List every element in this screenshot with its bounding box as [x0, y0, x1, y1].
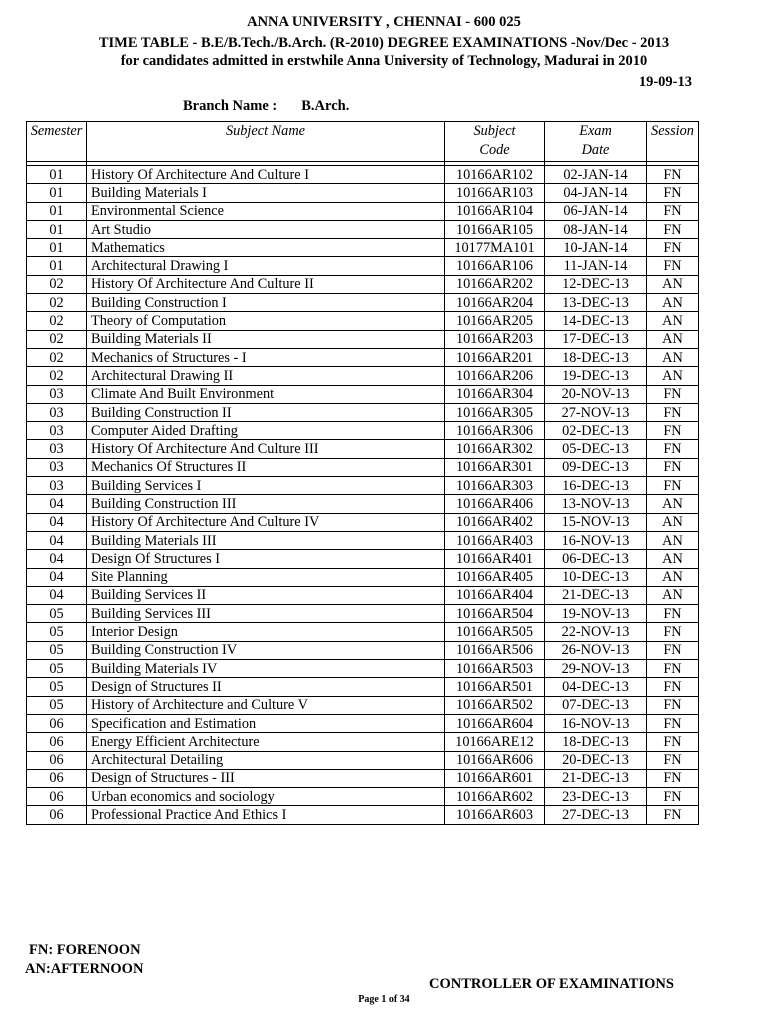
session-cell: AN — [647, 294, 699, 312]
session-cell: AN — [647, 495, 699, 513]
subject-name-cell: Building Construction III — [87, 495, 445, 513]
semester-cell: 06 — [27, 714, 87, 732]
subject-name-cell: History of Architecture and Culture V — [87, 696, 445, 714]
branch-value: B.Arch. — [301, 98, 350, 114]
subject-name-cell: Art Studio — [87, 220, 445, 238]
session-cell: FN — [647, 239, 699, 257]
session-cell: FN — [647, 257, 699, 275]
an-legend: AN:AFTERNOON — [25, 961, 144, 977]
table-row — [27, 257, 699, 275]
subject-name-cell: Environmental Science — [87, 202, 445, 220]
subject-code-cell: 10166AR102 — [445, 166, 545, 184]
session-cell: FN — [647, 733, 699, 751]
semester-cell: 03 — [27, 403, 87, 421]
table-row — [27, 714, 699, 732]
session-cell: FN — [647, 678, 699, 696]
table-row — [27, 477, 699, 495]
subject-code-cell: 10166AR104 — [445, 202, 545, 220]
session-cell: FN — [647, 403, 699, 421]
table-row — [27, 312, 699, 330]
session-cell: FN — [647, 660, 699, 678]
subject-name-cell: Design Of Structures I — [87, 550, 445, 568]
session-cell: FN — [647, 714, 699, 732]
semester-cell: 05 — [27, 678, 87, 696]
subject-name-cell: Building Materials III — [87, 531, 445, 549]
session-cell: FN — [647, 641, 699, 659]
table-row — [27, 495, 699, 513]
semester-cell: 03 — [27, 385, 87, 403]
semester-cell: 06 — [27, 769, 87, 787]
subject-code-cell: 10166AR601 — [445, 769, 545, 787]
session-cell: FN — [647, 458, 699, 476]
table-row — [27, 294, 699, 312]
semester-cell: 01 — [27, 166, 87, 184]
table-row — [27, 660, 699, 678]
subject-name-cell: History Of Architecture And Culture IV — [87, 513, 445, 531]
semester-cell: 02 — [27, 367, 87, 385]
exam-date-cell: 18-DEC-13 — [545, 348, 647, 366]
subject-code-cell: 10166AR106 — [445, 257, 545, 275]
session-cell: FN — [647, 696, 699, 714]
subject-code-cell: 10166AR501 — [445, 678, 545, 696]
exam-date-cell: 19-DEC-13 — [545, 367, 647, 385]
session-cell: AN — [647, 275, 699, 293]
table-row — [27, 330, 699, 348]
table-row — [27, 202, 699, 220]
semester-cell: 05 — [27, 605, 87, 623]
session-cell: FN — [647, 422, 699, 440]
controller-signature: CONTROLLER OF EXAMINATIONS — [429, 976, 674, 992]
exam-date-cell: 21-DEC-13 — [545, 769, 647, 787]
session-cell: FN — [647, 788, 699, 806]
subject-name-cell: Specification and Estimation — [87, 714, 445, 732]
table-row — [27, 220, 699, 238]
exam-date-cell: 22-NOV-13 — [545, 623, 647, 641]
semester-cell: 01 — [27, 184, 87, 202]
session-cell: AN — [647, 550, 699, 568]
semester-cell: 04 — [27, 568, 87, 586]
table-row — [27, 550, 699, 568]
subject-code-cell: 10166AR105 — [445, 220, 545, 238]
exam-date-cell: 04-JAN-14 — [545, 184, 647, 202]
table-row — [27, 605, 699, 623]
session-cell: AN — [647, 531, 699, 549]
table-row — [27, 239, 699, 257]
subject-code-cell: 10166AR603 — [445, 806, 545, 824]
table-row — [27, 166, 699, 184]
exam-date-cell: 27-NOV-13 — [545, 403, 647, 421]
semester-cell: 06 — [27, 733, 87, 751]
exam-date-cell: 14-DEC-13 — [545, 312, 647, 330]
subject-code-cell: 10166AR303 — [445, 477, 545, 495]
exam-date-cell: 16-NOV-13 — [545, 531, 647, 549]
session-cell: AN — [647, 513, 699, 531]
exam-date-cell: 06-DEC-13 — [545, 550, 647, 568]
exam-date-cell: 16-DEC-13 — [545, 477, 647, 495]
table-row — [27, 568, 699, 586]
session-cell: AN — [647, 367, 699, 385]
subject-code-cell: 10166AR203 — [445, 330, 545, 348]
exam-date-cell: 12-DEC-13 — [545, 275, 647, 293]
table-row — [27, 348, 699, 366]
exam-date-cell: 13-DEC-13 — [545, 294, 647, 312]
table-row — [27, 641, 699, 659]
table-row — [27, 769, 699, 787]
table-row — [27, 422, 699, 440]
subject-name-cell: Theory of Computation — [87, 312, 445, 330]
subject-name-cell: Architectural Drawing I — [87, 257, 445, 275]
session-cell: FN — [647, 769, 699, 787]
semester-cell: 06 — [27, 788, 87, 806]
subject-code-cell: 10177MA101 — [445, 239, 545, 257]
session-cell: AN — [647, 348, 699, 366]
table-row — [27, 751, 699, 769]
subject-code-cell: 10166AR505 — [445, 623, 545, 641]
exam-date-cell: 17-DEC-13 — [545, 330, 647, 348]
subject-name-cell: Architectural Drawing II — [87, 367, 445, 385]
table-row — [27, 385, 699, 403]
subject-code-cell: 10166AR204 — [445, 294, 545, 312]
exam-date-cell: 20-NOV-13 — [545, 385, 647, 403]
table-row — [27, 440, 699, 458]
subject-code-cell: 10166AR201 — [445, 348, 545, 366]
table-header-row — [27, 122, 699, 162]
subject-code-cell: 10166AR304 — [445, 385, 545, 403]
subject-code-cell: 10166AR604 — [445, 714, 545, 732]
subject-code-cell: 10166AR504 — [445, 605, 545, 623]
subject-name-cell: Site Planning — [87, 568, 445, 586]
semester-cell: 04 — [27, 586, 87, 604]
semester-cell: 01 — [27, 220, 87, 238]
semester-cell: 04 — [27, 495, 87, 513]
session-cell: FN — [647, 166, 699, 184]
timetable-subtitle: for candidates admitted in erstwhile Anna University of Technology, Madurai in 2010 — [120, 53, 648, 69]
exam-date-cell: 11-JAN-14 — [545, 257, 647, 275]
semester-cell: 03 — [27, 477, 87, 495]
session-cell: AN — [647, 312, 699, 330]
subject-code-cell: 10166AR503 — [445, 660, 545, 678]
subject-name-cell: Building Materials I — [87, 184, 445, 202]
session-cell: FN — [647, 220, 699, 238]
exam-date-cell: 26-NOV-13 — [545, 641, 647, 659]
exam-date-cell: 29-NOV-13 — [545, 660, 647, 678]
subject-name-cell: Architectural Detailing — [87, 751, 445, 769]
table-row — [27, 733, 699, 751]
session-cell: FN — [647, 605, 699, 623]
exam-date-cell: 20-DEC-13 — [545, 751, 647, 769]
subject-name-cell: Building Services I — [87, 477, 445, 495]
exam-date-cell: 09-DEC-13 — [545, 458, 647, 476]
column-header-subject-code: Subject Code — [445, 122, 545, 162]
subject-code-cell: 10166AR405 — [445, 568, 545, 586]
subject-name-cell: Energy Efficient Architecture — [87, 733, 445, 751]
subject-name-cell: Building Materials II — [87, 330, 445, 348]
semester-cell: 03 — [27, 422, 87, 440]
table-row — [27, 678, 699, 696]
exam-date-cell: 10-JAN-14 — [545, 239, 647, 257]
table-row — [27, 367, 699, 385]
column-header-session: Session — [647, 122, 699, 162]
page-number: Page 1 of 34 — [358, 994, 410, 1005]
subject-code-cell: 10166AR103 — [445, 184, 545, 202]
university-title: ANNA UNIVERSITY , CHENNAI - 600 025 — [247, 14, 521, 30]
subject-code-cell: 10166AR202 — [445, 275, 545, 293]
subject-code-cell: 10166AR401 — [445, 550, 545, 568]
subject-name-cell: Building Construction I — [87, 294, 445, 312]
subject-name-cell: Building Services II — [87, 586, 445, 604]
subject-name-cell: History Of Architecture And Culture II — [87, 275, 445, 293]
semester-cell: 05 — [27, 641, 87, 659]
session-cell: FN — [647, 385, 699, 403]
subject-code-cell: 10166AR506 — [445, 641, 545, 659]
subject-name-cell: History Of Architecture And Culture III — [87, 440, 445, 458]
semester-cell: 03 — [27, 458, 87, 476]
exam-date-cell: 02-JAN-14 — [545, 166, 647, 184]
semester-cell: 04 — [27, 531, 87, 549]
subject-code-cell: 10166AR606 — [445, 751, 545, 769]
semester-cell: 06 — [27, 806, 87, 824]
session-cell: AN — [647, 586, 699, 604]
table-row — [27, 586, 699, 604]
semester-cell: 05 — [27, 660, 87, 678]
semester-cell: 02 — [27, 330, 87, 348]
subject-name-cell: Building Materials IV — [87, 660, 445, 678]
table-row — [27, 403, 699, 421]
table-row — [27, 806, 699, 824]
session-cell: AN — [647, 330, 699, 348]
semester-cell: 05 — [27, 696, 87, 714]
session-cell: FN — [647, 751, 699, 769]
semester-cell: 04 — [27, 550, 87, 568]
subject-code-cell: 10166AR602 — [445, 788, 545, 806]
subject-name-cell: Design of Structures - III — [87, 769, 445, 787]
subject-code-cell: 10166AR305 — [445, 403, 545, 421]
column-header-subject-name: Subject Name — [87, 122, 445, 162]
table-row — [27, 275, 699, 293]
subject-name-cell: Mathematics — [87, 239, 445, 257]
semester-cell: 05 — [27, 623, 87, 641]
semester-cell: 06 — [27, 751, 87, 769]
session-cell: FN — [647, 806, 699, 824]
subject-name-cell: Urban economics and sociology — [87, 788, 445, 806]
subject-name-cell: Building Services III — [87, 605, 445, 623]
fn-legend: FN: FORENOON — [29, 942, 141, 958]
exam-date-cell: 15-NOV-13 — [545, 513, 647, 531]
exam-date-cell: 04-DEC-13 — [545, 678, 647, 696]
exam-date-cell: 23-DEC-13 — [545, 788, 647, 806]
exam-date-cell: 18-DEC-13 — [545, 733, 647, 751]
exam-date-cell: 21-DEC-13 — [545, 586, 647, 604]
subject-code-cell: 10166AR403 — [445, 531, 545, 549]
semester-cell: 02 — [27, 294, 87, 312]
timetable — [26, 121, 699, 825]
subject-code-cell: 10166AR402 — [445, 513, 545, 531]
subject-code-cell: 10166AR404 — [445, 586, 545, 604]
session-cell: FN — [647, 623, 699, 641]
session-cell: FN — [647, 477, 699, 495]
session-cell: FN — [647, 184, 699, 202]
subject-name-cell: Professional Practice And Ethics I — [87, 806, 445, 824]
semester-cell: 04 — [27, 513, 87, 531]
exam-date-cell: 02-DEC-13 — [545, 422, 647, 440]
subject-name-cell: Mechanics of Structures - I — [87, 348, 445, 366]
subject-code-cell: 10166AR205 — [445, 312, 545, 330]
branch-name — [183, 98, 349, 115]
exam-date-cell: 19-NOV-13 — [545, 605, 647, 623]
subject-code-cell: 10166AR406 — [445, 495, 545, 513]
exam-date-cell: 06-JAN-14 — [545, 202, 647, 220]
subject-name-cell: History Of Architecture And Culture I — [87, 166, 445, 184]
exam-date-cell: 05-DEC-13 — [545, 440, 647, 458]
timetable-title: TIME TABLE - B.E/B.Tech./B.Arch. (R-2010) DEGREE EXAMINATIONS -Nov/Dec - 2013 — [98, 35, 670, 51]
column-header-semester: Semester — [27, 122, 87, 162]
semester-cell: 01 — [27, 239, 87, 257]
semester-cell: 01 — [27, 202, 87, 220]
subject-code-cell: 10166AR302 — [445, 440, 545, 458]
subject-name-cell: Mechanics Of Structures II — [87, 458, 445, 476]
exam-date-cell: 07-DEC-13 — [545, 696, 647, 714]
subject-name-cell: Climate And Built Environment — [87, 385, 445, 403]
exam-date-cell: 13-NOV-13 — [545, 495, 647, 513]
semester-cell: 01 — [27, 257, 87, 275]
table-row — [27, 696, 699, 714]
semester-cell: 03 — [27, 440, 87, 458]
table-row — [27, 458, 699, 476]
table-row — [27, 623, 699, 641]
session-cell: FN — [647, 202, 699, 220]
subject-code-cell: 10166AR502 — [445, 696, 545, 714]
exam-date-cell: 27-DEC-13 — [545, 806, 647, 824]
publication-date: 19-09-13 — [638, 74, 692, 90]
table-row — [27, 184, 699, 202]
semester-cell: 02 — [27, 275, 87, 293]
table-row — [27, 513, 699, 531]
subject-code-cell: 10166AR206 — [445, 367, 545, 385]
exam-date-cell: 16-NOV-13 — [545, 714, 647, 732]
subject-code-cell: 10166AR301 — [445, 458, 545, 476]
semester-cell: 02 — [27, 348, 87, 366]
subject-name-cell: Interior Design — [87, 623, 445, 641]
subject-name-cell: Building Construction II — [87, 403, 445, 421]
subject-code-cell: 10166ARE12 — [445, 733, 545, 751]
session-cell: FN — [647, 440, 699, 458]
subject-name-cell: Building Construction IV — [87, 641, 445, 659]
table-row — [27, 788, 699, 806]
subject-name-cell: Design of Structures II — [87, 678, 445, 696]
column-header-exam-date: Exam Date — [545, 122, 647, 162]
subject-code-cell: 10166AR306 — [445, 422, 545, 440]
branch-label: Branch Name : — [183, 98, 278, 114]
table-row — [27, 531, 699, 549]
semester-cell: 02 — [27, 312, 87, 330]
exam-date-cell: 08-JAN-14 — [545, 220, 647, 238]
subject-name-cell: Computer Aided Drafting — [87, 422, 445, 440]
exam-date-cell: 10-DEC-13 — [545, 568, 647, 586]
session-cell: AN — [647, 568, 699, 586]
